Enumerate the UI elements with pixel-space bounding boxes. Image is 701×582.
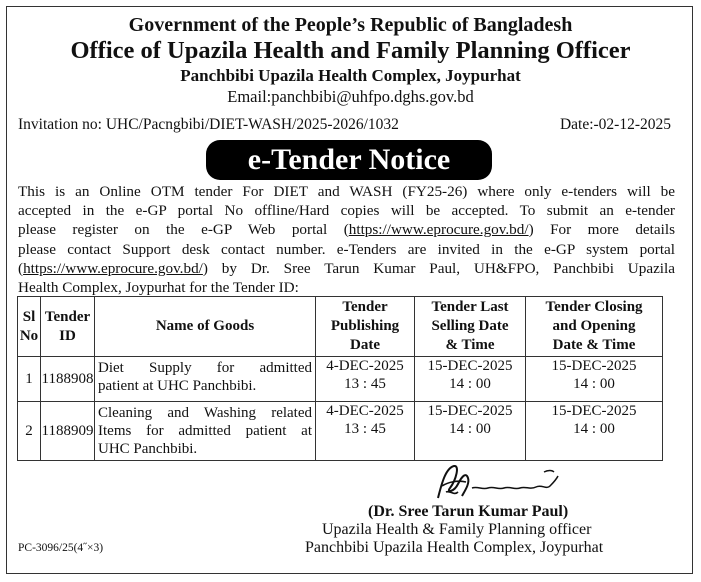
col-header-selling — [415, 297, 526, 357]
time-text: 14 : 00 — [449, 421, 491, 437]
col-header-tender-id — [41, 297, 95, 357]
date-text: 15-DEC-2025 — [427, 403, 513, 419]
eprocure-link[interactable]: https://www.eprocure.gov.bd/ — [348, 221, 529, 239]
time-text: 14 : 00 — [573, 421, 615, 437]
time-text: 13 : 45 — [344, 421, 386, 437]
time-text: 14 : 00 — [573, 376, 615, 392]
cell-sl: 1 — [18, 357, 41, 402]
intro-line: accepted in the e-GP portal No offline/Hard copies will be accepted. To submit an e-tender — [18, 202, 675, 220]
header-text: Sl — [22, 308, 36, 325]
intro-text: ) by Dr. Sree Tarun Kumar Paul, UH&FPO, Panchbibi Upazila — [202, 259, 675, 277]
signatory-title: Upazila Health & Family Planning officer — [322, 521, 592, 538]
government-heading: Government of the People’s Republic of Bangladesh — [128, 14, 573, 36]
intro-text: please register on the e-GP Web portal ( — [18, 221, 349, 239]
header-text: Tender — [342, 299, 388, 315]
complex-heading: Panchbibi Upazila Health Complex, Joypurhat — [180, 66, 521, 85]
handwritten-signature — [432, 462, 562, 504]
date-text: 4-DEC-2025 — [326, 403, 404, 419]
goods-line: Diet Supply for admitted — [98, 360, 312, 376]
office-heading: Office of Upazila Health and Family Planning Officer — [70, 37, 631, 64]
header-text: Tender Last — [431, 299, 509, 315]
time-text: 14 : 00 — [449, 376, 491, 392]
header-text: Tender Closing — [545, 299, 643, 315]
col-header-publishing — [316, 297, 415, 357]
publication-code: PC-3096/25(4˝×3) — [18, 542, 104, 554]
goods-line: UHC Panchbibi. — [98, 441, 198, 457]
signatory-name: (Dr. Sree Tarun Kumar Paul) — [368, 503, 569, 520]
e-tender-notice-banner: e-Tender Notice — [206, 140, 492, 180]
header-text: No — [19, 327, 39, 344]
cell-selling — [415, 402, 526, 461]
cell-goods — [95, 357, 316, 402]
intro-line: please contact Support desk contact number. e-Tenders are invited in the e-GP system portal — [18, 240, 675, 258]
cell-closing — [526, 357, 663, 402]
date-text: 15-DEC-2025 — [551, 358, 637, 374]
col-header-closing — [526, 297, 663, 357]
header-text: & Time — [445, 337, 495, 353]
signatory-office: Panchbibi Upazila Health Complex, Joypurhat — [305, 539, 604, 556]
cell-publishing — [316, 402, 415, 461]
intro-text: ) For more details — [528, 221, 675, 239]
cell-tender-id: 1188909 — [41, 402, 95, 461]
email-line: Email:panchbibi@uhfpo.dghs.gov.bd — [227, 87, 474, 106]
cell-publishing — [316, 357, 415, 402]
table-row — [18, 402, 663, 461]
intro-line — [18, 220, 675, 239]
col-header-goods: Name of Goods — [95, 297, 316, 357]
table-header-row — [18, 297, 663, 357]
header-text: Selling Date — [431, 318, 509, 334]
header-text: Tender — [44, 308, 91, 325]
header-text: ID — [59, 327, 76, 344]
cell-closing — [526, 402, 663, 461]
notice-date: Date:-02-12-2025 — [559, 116, 671, 133]
table-row — [18, 357, 663, 402]
goods-line: patient at UHC Panchbibi. — [98, 378, 257, 394]
cell-selling — [415, 357, 526, 402]
date-text: 15-DEC-2025 — [551, 403, 637, 419]
col-header-sl — [18, 297, 41, 357]
header-text: Date & Time — [552, 337, 636, 353]
goods-line: Cleaning and Washing related — [98, 405, 312, 421]
header-text: Publishing — [330, 318, 400, 334]
intro-line: Health Complex, Joypurhat for the Tender ID: — [18, 279, 299, 297]
header-text: Date — [350, 337, 380, 353]
cell-goods — [95, 402, 316, 461]
intro-text: ( — [18, 259, 24, 277]
eprocure-link[interactable]: https://www.eprocure.gov.bd/ — [23, 259, 203, 277]
tender-table — [17, 296, 663, 461]
date-text: 15-DEC-2025 — [427, 358, 513, 374]
time-text: 13 : 45 — [344, 376, 386, 392]
date-text: 4-DEC-2025 — [326, 358, 404, 374]
header-text: and Opening — [552, 318, 636, 334]
intro-line — [18, 259, 675, 278]
goods-line: Items for admitted patient at — [98, 423, 312, 439]
cell-sl: 2 — [18, 402, 41, 461]
intro-line: This is an Online OTM tender For DIET and WASH (FY25-26) where only e-tenders will be — [18, 183, 675, 200]
invitation-number: Invitation no: UHC/Pacngbibi/DIET-WASH/2025-2026/1032 — [18, 116, 399, 133]
cell-tender-id: 1188908 — [41, 357, 95, 402]
intro-paragraph — [18, 182, 675, 297]
